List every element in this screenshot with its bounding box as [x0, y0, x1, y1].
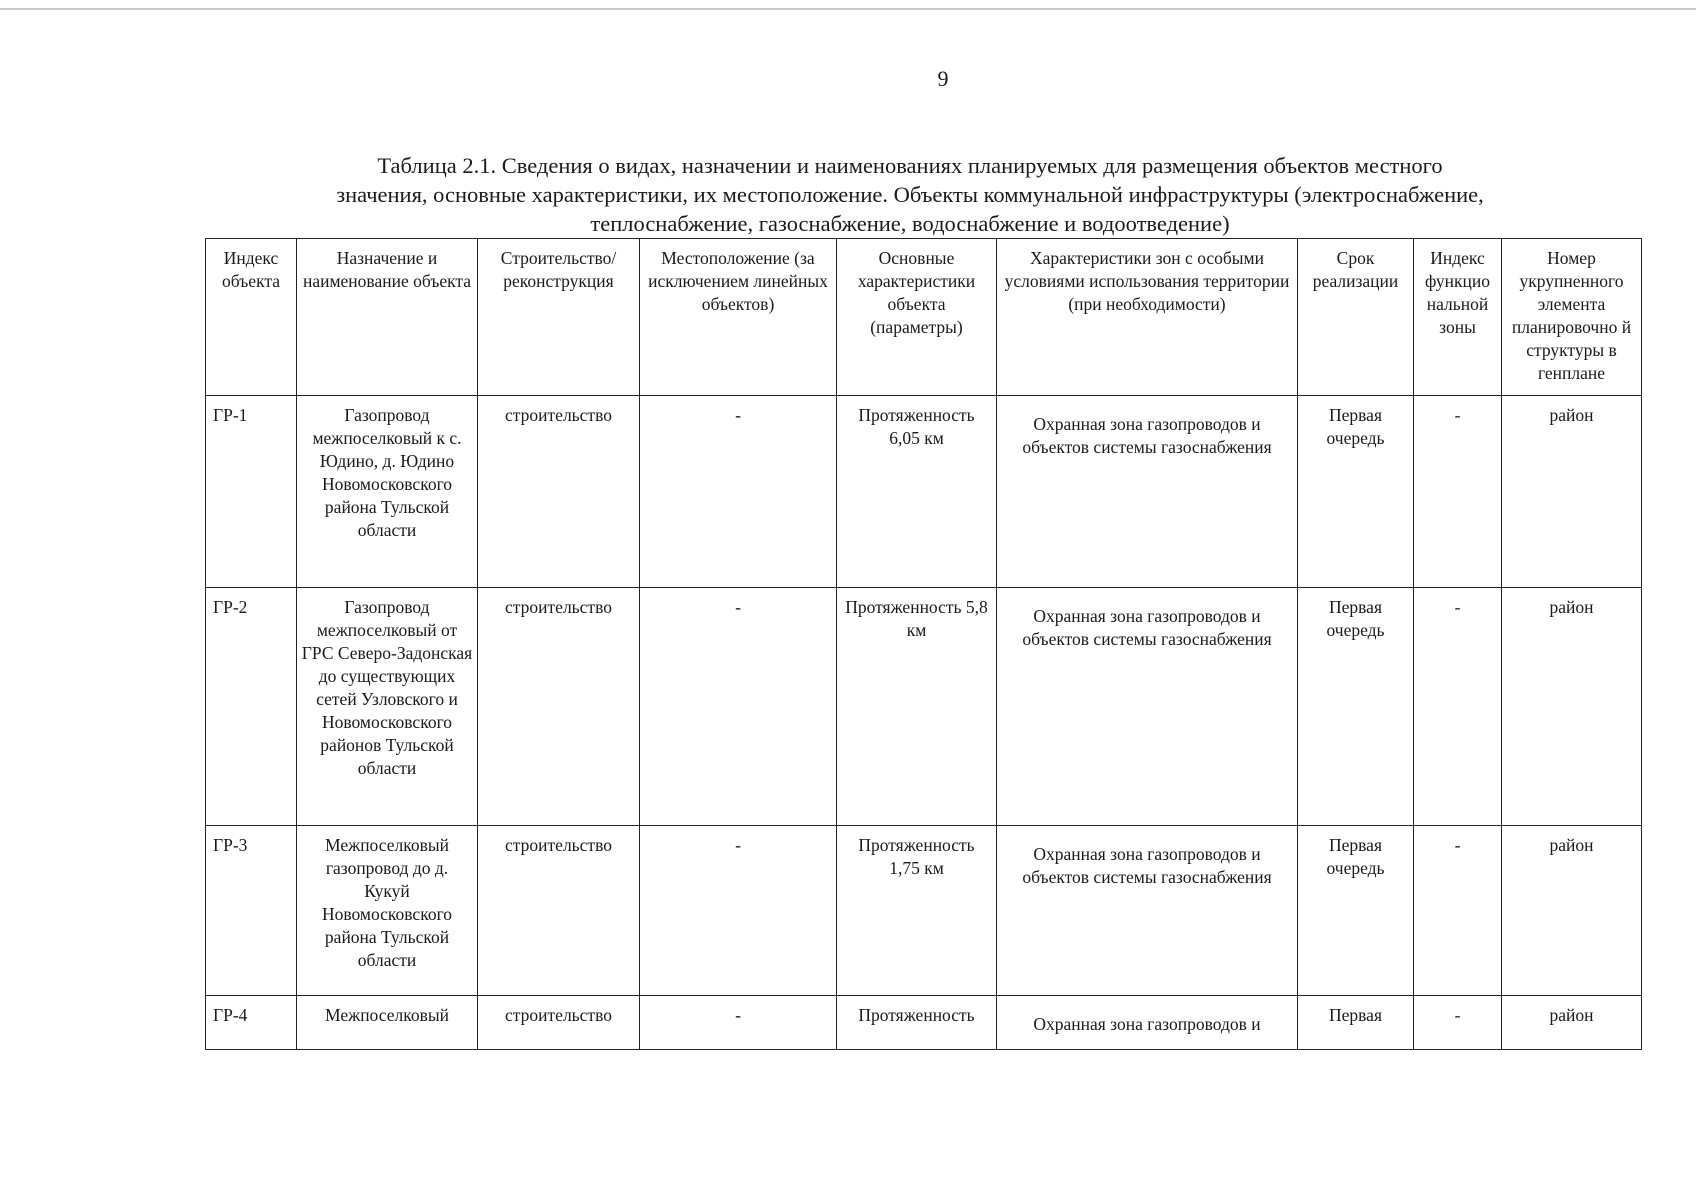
header-index: Индекс объекта [206, 239, 297, 396]
cell-func-zone: - [1414, 996, 1502, 1050]
cell-term: Первая очередь [1298, 826, 1414, 996]
cell-name: Межпоселковый [297, 996, 478, 1050]
cell-func-zone: - [1414, 396, 1502, 588]
cell-element: район [1502, 826, 1642, 996]
scan-edge-line [0, 8, 1696, 10]
cell-type: строительство [478, 396, 640, 588]
table-caption [230, 151, 1590, 238]
cell-func-zone: - [1414, 588, 1502, 826]
cell-term: Первая [1298, 996, 1414, 1050]
cell-element: район [1502, 396, 1642, 588]
cell-name: Межпоселковый газопровод до д. Кукуй Новомосковского района Тульской области [297, 826, 478, 996]
cell-name: Газопровод межпоселковый к с. Юдино, д. Юдино Новомосковского района Тульской области [297, 396, 478, 588]
table-row [206, 396, 1642, 588]
cell-type: строительство [478, 996, 640, 1050]
cell-type: строительство [478, 588, 640, 826]
cell-term: Первая очередь [1298, 588, 1414, 826]
cell-type: строительство [478, 826, 640, 996]
cell-name: Газопровод межпоселковый от ГРС Северо-Задонская до существующих сетей Узловского и Новомосковского районов Тульской области [297, 588, 478, 826]
page-number: 9 [937, 66, 949, 91]
cell-params: Протяженность 5,8 км [837, 588, 997, 826]
table-row [206, 996, 1642, 1050]
cell-index: ГР-1 [206, 396, 297, 588]
cell-params: Протяженность 1,75 км [837, 826, 997, 996]
header-construction: Строительство/ реконструкция [478, 239, 640, 396]
cell-term: Первая очередь [1298, 396, 1414, 588]
cell-location: - [640, 396, 837, 588]
cell-zone: Охранная зона газопроводов и [997, 996, 1298, 1050]
cell-location: - [640, 826, 837, 996]
header-func-zone: Индекс функцио нальной зоны [1414, 239, 1502, 396]
cell-index: ГР-2 [206, 588, 297, 826]
caption-line-2: значения, основные характеристики, их местоположение. Объекты коммунальной инфраструктуры (электроснабжение, [336, 182, 1484, 207]
cell-zone: Охранная зона газопроводов и объектов системы газоснабжения [997, 826, 1298, 996]
table-row [206, 826, 1642, 996]
header-name: Назначение и наименование объекта [297, 239, 478, 396]
cell-index: ГР-3 [206, 826, 297, 996]
cell-zone: Охранная зона газопроводов и объектов системы газоснабжения [997, 588, 1298, 826]
caption-line-3: теплоснабжение, газоснабжение, водоснабжение и водоотведение) [590, 211, 1230, 236]
header-element: Номер укрупненного элемента планировочно й структуры в генплане [1502, 239, 1642, 396]
header-params: Основные характеристики объекта (параметры) [837, 239, 997, 396]
cell-index: ГР-4 [206, 996, 297, 1050]
caption-line-1: Таблица 2.1. Сведения о видах, назначении и наименованиях планируемых для размещения объектов местного [377, 153, 1443, 178]
objects-table [205, 238, 1642, 1050]
header-location: Местоположение (за исключением линейных объектов) [640, 239, 837, 396]
cell-params: Протяженность 6,05 км [837, 396, 997, 588]
cell-element: район [1502, 996, 1642, 1050]
cell-params: Протяженность [837, 996, 997, 1050]
header-zone: Характеристики зон с особыми условиями использования территории (при необходимости) [997, 239, 1298, 396]
cell-zone: Охранная зона газопроводов и объектов системы газоснабжения [997, 396, 1298, 588]
header-term: Срок реализации [1298, 239, 1414, 396]
cell-func-zone: - [1414, 826, 1502, 996]
table-row [206, 588, 1642, 826]
cell-element: район [1502, 588, 1642, 826]
cell-location: - [640, 996, 837, 1050]
cell-location: - [640, 588, 837, 826]
table-header-row [206, 239, 1642, 396]
